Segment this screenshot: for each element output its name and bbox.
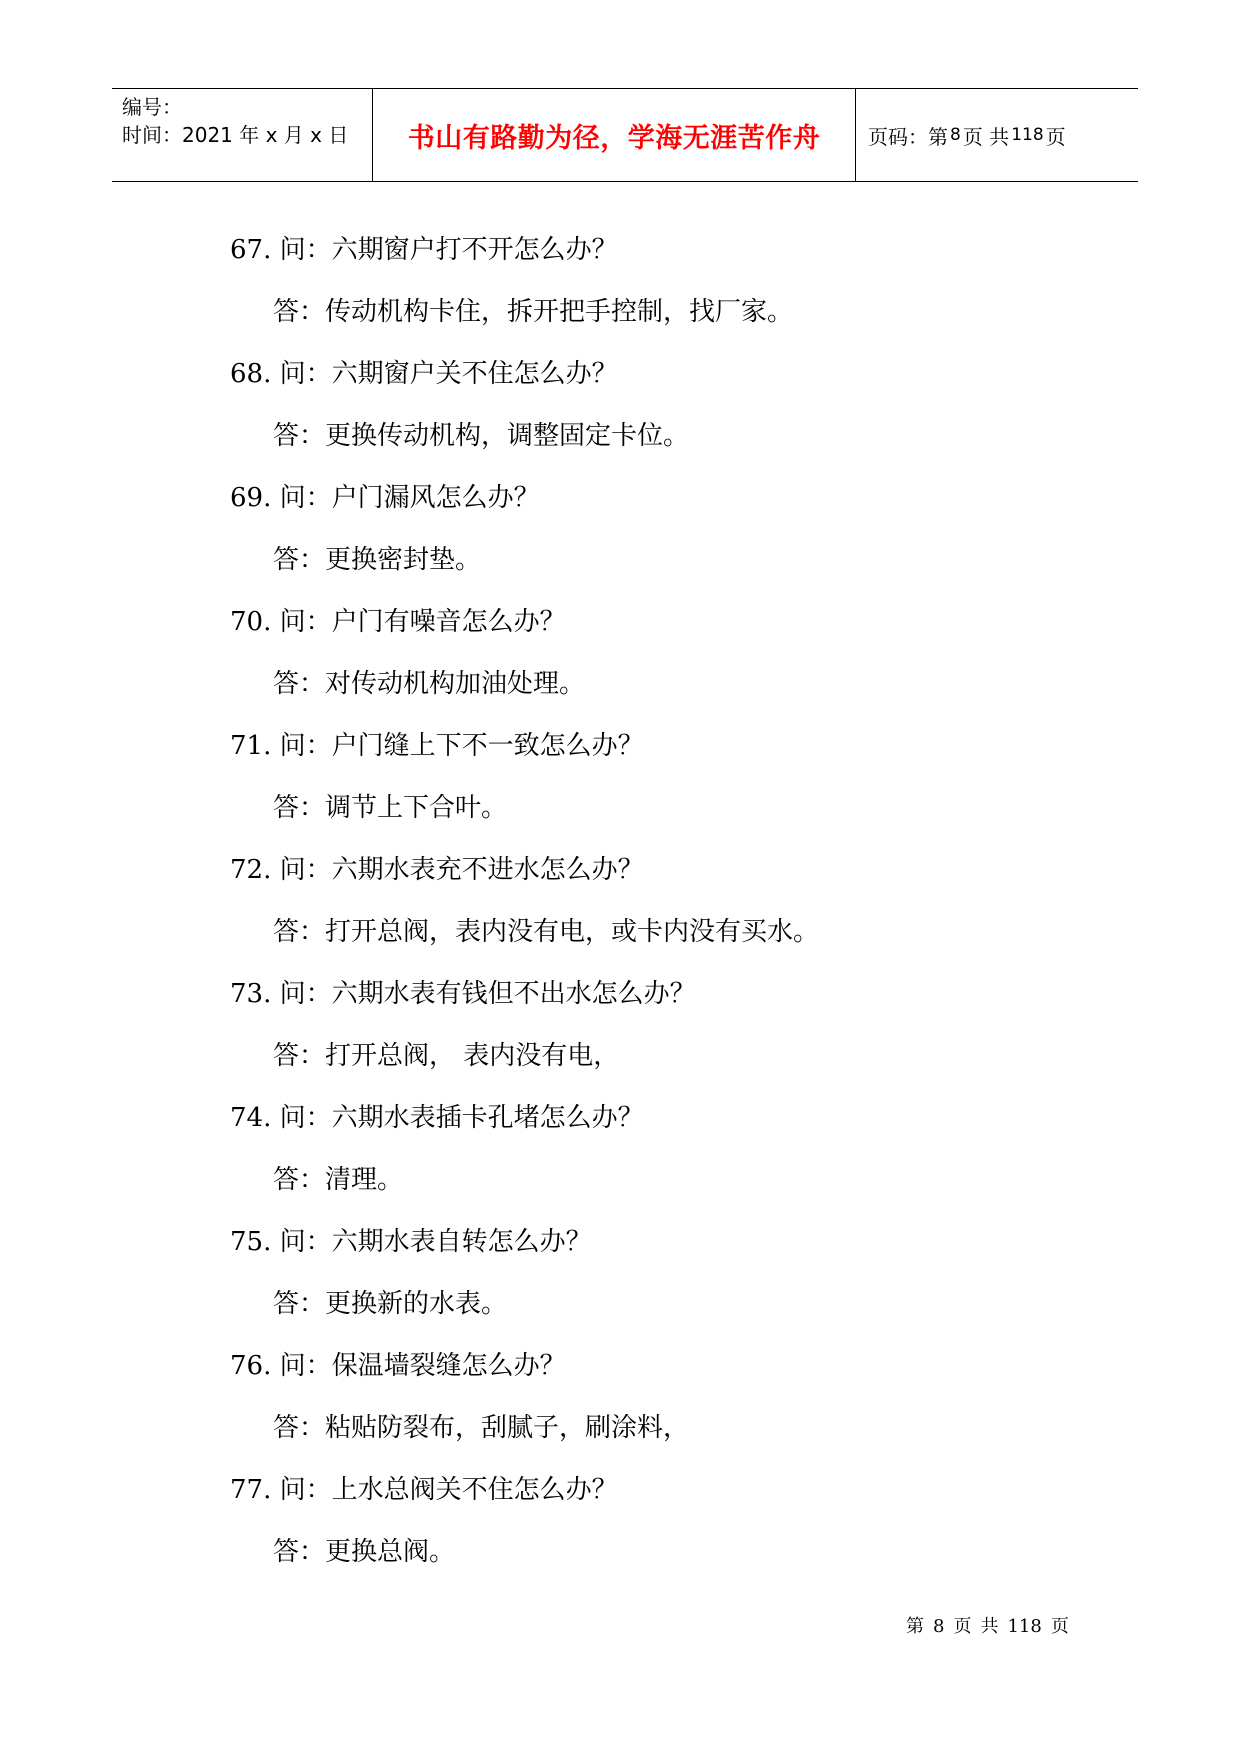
- header-page-total: 118: [1011, 125, 1044, 145]
- question-76: 76. 问：保温墙裂缝怎么办？: [230, 1351, 566, 1381]
- footer-page-number: 8: [933, 1616, 945, 1637]
- question-67: 67. 问：六期窗户打不开怎么办？: [230, 235, 618, 265]
- question-72: 72. 问：六期水表充不进水怎么办？: [230, 855, 644, 885]
- page-footer: [906, 1615, 1078, 1639]
- footer-word-ye: 页: [953, 1616, 972, 1637]
- question-75: 75. 问：六期水表自转怎么办？: [230, 1227, 592, 1257]
- header-page-indicator: [868, 89, 1066, 181]
- header-page-suffix: 页: [1045, 124, 1066, 149]
- answer-77: 答：更换总阀。: [273, 1537, 456, 1567]
- page-header: [112, 88, 1138, 182]
- answer-71: 答：调节上下合叶。: [273, 793, 508, 823]
- document-time: 时间：2021 年 x 月 x 日: [122, 123, 349, 147]
- answer-72: 答：打开总阀，表内没有电，或卡内没有买水。: [273, 917, 820, 947]
- header-meta: [122, 93, 348, 149]
- answer-75: 答：更换新的水表。: [273, 1289, 508, 1319]
- question-77: 77. 问：上水总阀关不住怎么办？: [230, 1475, 618, 1505]
- document-number-label: 编号：: [122, 95, 182, 119]
- answer-74: 答：清理。: [273, 1165, 404, 1195]
- answer-67: 答：传动机构卡住，拆开把手控制，找厂家。: [273, 297, 794, 327]
- footer-word-ye-2: 页: [1050, 1616, 1069, 1637]
- footer-word-gong: 共: [980, 1616, 999, 1637]
- header-page-current: 8: [950, 125, 961, 145]
- footer-total-pages: 118: [1007, 1616, 1042, 1637]
- header-motto: 书山有路勤为径，学海无涯苦作舟: [407, 122, 821, 154]
- question-74: 74. 问：六期水表插卡孔堵怎么办？: [230, 1103, 644, 1133]
- footer-word-di: 第: [906, 1616, 924, 1637]
- answer-73: 答：打开总阀， 表内没有电，: [273, 1041, 620, 1071]
- answer-76: 答：粘贴防裂布，刮腻子，刷涂料，: [273, 1413, 690, 1443]
- answer-70: 答：对传动机构加油处理。: [273, 669, 586, 699]
- header-motto-cell: [372, 89, 856, 181]
- header-page-prefix: 页码：第: [868, 124, 948, 149]
- question-69: 69. 问：户门漏风怎么办？: [230, 483, 540, 513]
- question-70: 70. 问：户门有噪音怎么办？: [230, 607, 566, 637]
- question-68: 68. 问：六期窗户关不住怎么办？: [230, 359, 618, 389]
- question-73: 73. 问：六期水表有钱但不出水怎么办？: [230, 979, 696, 1009]
- answer-68: 答：更换传动机构，调整固定卡位。: [273, 421, 690, 451]
- header-page-middle: 页 共: [962, 124, 1010, 149]
- question-71: 71. 问：户门缝上下不一致怎么办？: [230, 731, 644, 761]
- answer-69: 答：更换密封垫。: [273, 545, 482, 575]
